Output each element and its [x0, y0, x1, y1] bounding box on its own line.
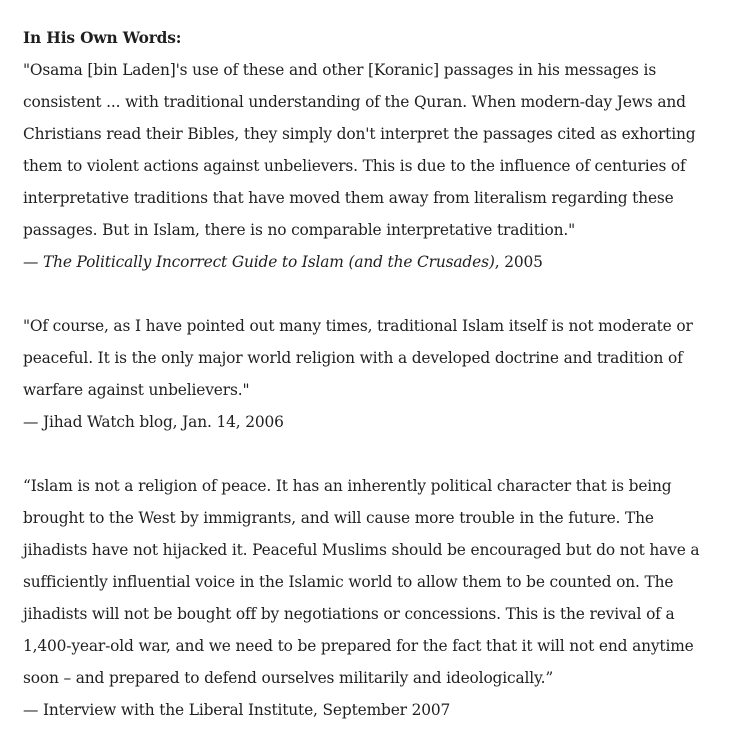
quote-text: “Islam is not a religion of peace. It has an inherently political character that is being brought to the West by immigrants, and will cause more trouble in the future. The jihadists have not hijacked it. Peaceful Muslims should be encouraged but do not have a sufficiently influential voice in the Islamic world to allow them to be counted on. The jihadists will not be bought off by negotiations or concessions. This is the revival of a 1,400-year-old war, and we need to be prepared for the fact that it will not end anytime soon – and prepared to defend ourselves militarily and ideologically.”: [23, 477, 700, 687]
quote-source: — Jihad Watch blog, Jan. 14, 2006: [23, 413, 284, 431]
quote-source: — Interview with the Liberal Institute, September 2007: [23, 701, 451, 719]
quote-text: "Osama [bin Laden]'s use of these and other [Koranic] passages in his messages is consistent ... with traditional understanding of the Quran. When modern-day Jews and Christians read their Bibles, they simply don't interpret the passages cited as exhorting them to violent actions against unbelievers. This is due to the influence of centuries of interpretative traditions that have moved them away from literalism regarding these passages. But in Islam, there is no comparable interpretative tradition.": [23, 61, 696, 239]
quote-block-1: [23, 54, 713, 278]
paragraph-gap: [23, 278, 713, 310]
quote-block-3: [23, 470, 713, 726]
source-book-title: The Politically Incorrect Guide to Islam (and the Crusades): [42, 253, 495, 271]
source-year: , 2005: [494, 253, 543, 271]
quote-source: [23, 246, 713, 278]
quote-text: "Of course, as I have pointed out many times, traditional Islam itself is not moderate or peaceful. It is the only major world religion with a developed doctrine and tradition of warfare against unbelievers.": [23, 317, 693, 399]
quote-block-2: [23, 310, 713, 438]
quotes-document: [23, 22, 713, 726]
source-prefix: —: [23, 253, 43, 271]
paragraph-gap: [23, 438, 713, 470]
section-heading: In His Own Words:: [23, 29, 182, 47]
